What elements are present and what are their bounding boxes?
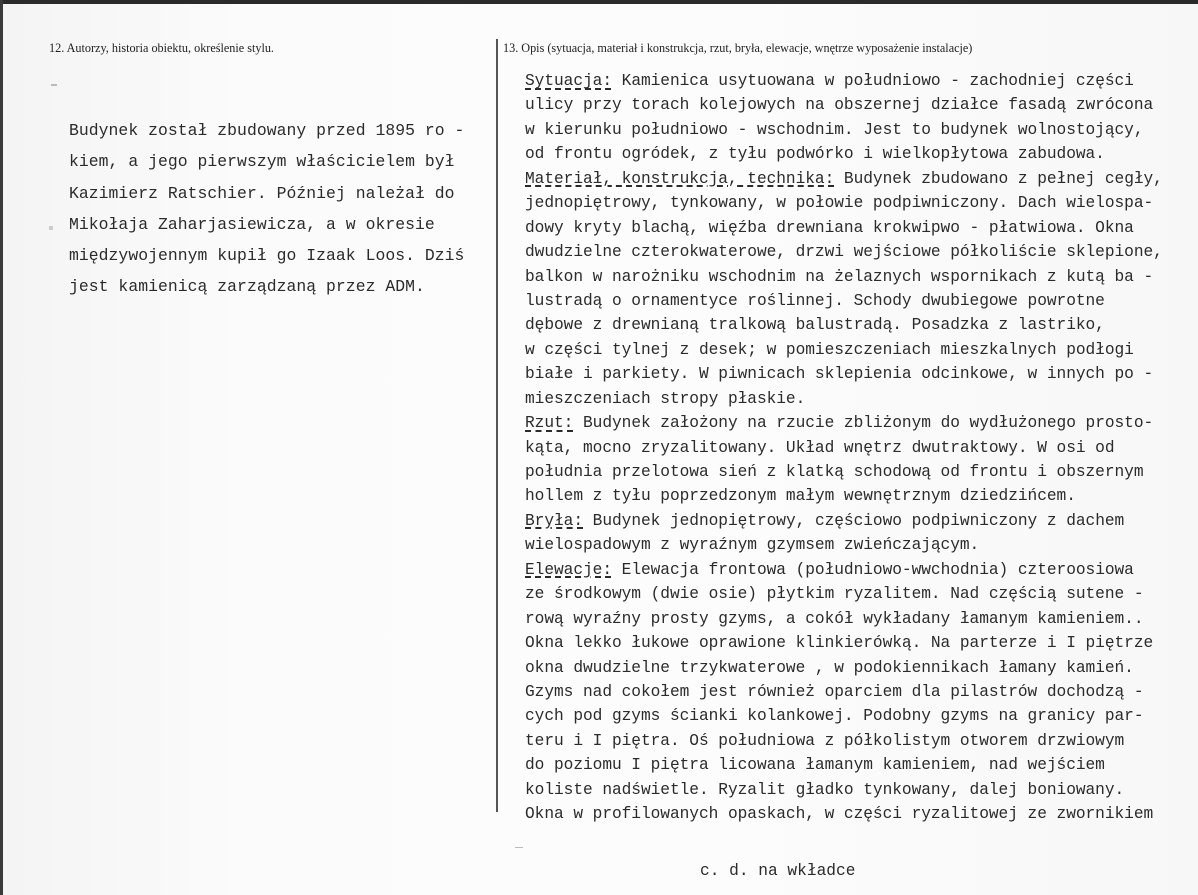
continued-note: c. d. na wkładce [700,862,856,880]
description-text: Budynek zbudowano z pełnej cegły, [834,169,1163,188]
description-text: hollem z tyłu poprzedzonym małym wewnętrznym dziedzińcem. [525,487,1076,506]
description-text: do poziomu I piętra licowana łamanym kamieniem, nad wejściem [525,756,1105,775]
section-label: Sytuacja: [525,72,612,90]
history-line: Budynek został zbudowany przed 1895 ro - [69,121,465,140]
description-body [525,69,1198,827]
scan-speck [51,84,57,86]
description-line [525,142,1198,166]
description-text: lustradą o ornamentyce roślinnej. Schody dwubiegowe powrotne [525,291,1105,310]
description-text: cych pod gzyms ścianki kolankowej. Podobny gzyms na granicy par- [525,707,1144,726]
description-text: Budynek założony na rzucie zbliżonym do wydłużonego prosto- [573,414,1154,433]
section-label: Bryła: [525,511,583,530]
description-line [525,118,1198,142]
description-text: ulicy przy torach kolejowych na obszernej działce fasadą zwrócona [525,96,1154,115]
description-line [525,289,1198,313]
scanned-page [3,4,1198,895]
description-text: Okna w profilowanych opaskach, w części ryzalitowej ze zwornikiem [525,805,1154,824]
history-paragraph [69,119,489,307]
description-line [525,656,1198,680]
description-line [525,607,1198,631]
description-text: wielospadowym z wyraźnym gzymsem zwieńczającym. [525,536,980,555]
description-line [525,338,1198,362]
description-line [525,387,1198,411]
description-text: w kierunku południowo - wschodnim. Jest to budynek wolnostojący, [525,120,1144,139]
description-text: Elewacja frontowa (południowo-wwchodnia) czteroosiowa [611,560,1134,579]
description-line [525,753,1198,777]
description-text: południa przelotowa sień z klatką schodową od frontu i obszernym [525,463,1144,481]
section-label: Materiał, konstrukcja, technika: [525,169,835,188]
description-text: Kamienica usytuowana w południowo - zachodniej części [611,72,1134,90]
description-text: koliste nadświetle. Ryzalit gładko tynkowany, dalej boniowany. [525,780,1125,799]
section-label: Elewacje: [525,560,612,579]
description-text: mieszczeniach stropy płaskie. [525,389,806,408]
description-text: okna dwudzielne trzykwaterowe , w podokiennikach łamany kamień. [525,658,1134,677]
description-line [525,240,1198,264]
description-line [525,191,1198,215]
description-line [525,484,1198,508]
description-line [525,167,1198,191]
history-line: kiem, a jego pierwszym właścicielem był [69,152,455,172]
description-line [525,362,1198,386]
description-line [525,729,1198,753]
description-line [525,582,1198,606]
description-line [525,313,1198,337]
description-text: dowy kryty blachą, więźba drewniana krokwipwo - płatwiowa. Okna [525,218,1134,237]
description-text: rową wyraźny prosty gzyms, a cokół wykładany łamanym kamieniem.. [525,609,1144,628]
scan-speck [49,226,53,230]
history-line: Mikołaja Zaharjasiewicza, a w okresie [69,214,435,234]
description-text: białe i parkiety. W piwnicach sklepienia odcinkowe, w innych po - [525,365,1154,384]
section-13-heading: 13. Opis (sytuacja, materiał i konstrukcja, rzut, bryła, elewacje, wnętrze wyposażenie instalacje) [503,41,973,55]
description-line [525,460,1198,484]
description-line [525,216,1198,240]
description-line [525,533,1198,557]
description-text: teru i I piętra. Oś południowa z półkolistym otworem drzwiowym [525,731,1125,750]
section-12-heading: 12. Autorzy, historia obiektu, określenie stylu. [49,41,274,55]
description-text: Budynek jednopiętrowy, częściowo podpiwniczony z dachem [583,511,1125,530]
description-text: Gzyms nad cokołem jest również oparciem dla pilastrów dochodzą - [525,682,1144,701]
scan-edge-left [0,0,3,895]
description-text: dwudzielne czterokwaterowe, drzwi wejściowe półkoliście sklepione, [525,243,1163,262]
description-line [525,93,1198,117]
column-divider [496,39,498,812]
description-line [525,436,1198,460]
description-text: jednopiętrowy, tynkowany, w połowie podpiwniczony. Dach wielospa- [525,194,1154,213]
description-line [525,69,1198,93]
description-line [525,558,1198,582]
description-text: dębowe z drewnianą tralkową balustradą. Posadzka z lastriko, [525,316,1105,335]
description-text: balkon w narożniku wschodnim na żelaznych wspornikach z kutą ba - [525,267,1154,286]
section-label: Rzut: [525,414,574,433]
description-line [525,411,1198,435]
description-line [525,509,1198,533]
description-text: od frontu ogródek, z tyłu podwórko i wielkopłytowa zabudowa. [525,145,1105,164]
description-line [525,778,1198,802]
history-line: Kazimierz Ratschier. Później należał do [69,183,455,203]
description-line [525,802,1198,826]
description-text: ze środkowym (dwie osie) płytkim ryzalitem. Nad częścią sutene - [525,585,1144,604]
description-text: kąta, mocno zryzalitowany. Układ wnętrz dwutraktowy. W osi od [525,438,1115,457]
description-line [525,680,1198,704]
history-line: międzywojennym kupił go Izaak Loos. Dziś [69,246,465,266]
description-line [525,631,1198,655]
description-line [525,265,1198,289]
description-text: w części tylnej z desek; w pomieszczeniach mieszkalnych podłogi [525,340,1134,359]
history-line: jest kamienicą zarządzaną przez ADM. [69,277,425,297]
description-text: Okna lekko łukowe oprawione klinkierówką. Na parterze i I piętrze [525,634,1154,653]
scan-speck [515,847,523,848]
description-line [525,704,1198,728]
scan-edge-top [0,0,1198,4]
